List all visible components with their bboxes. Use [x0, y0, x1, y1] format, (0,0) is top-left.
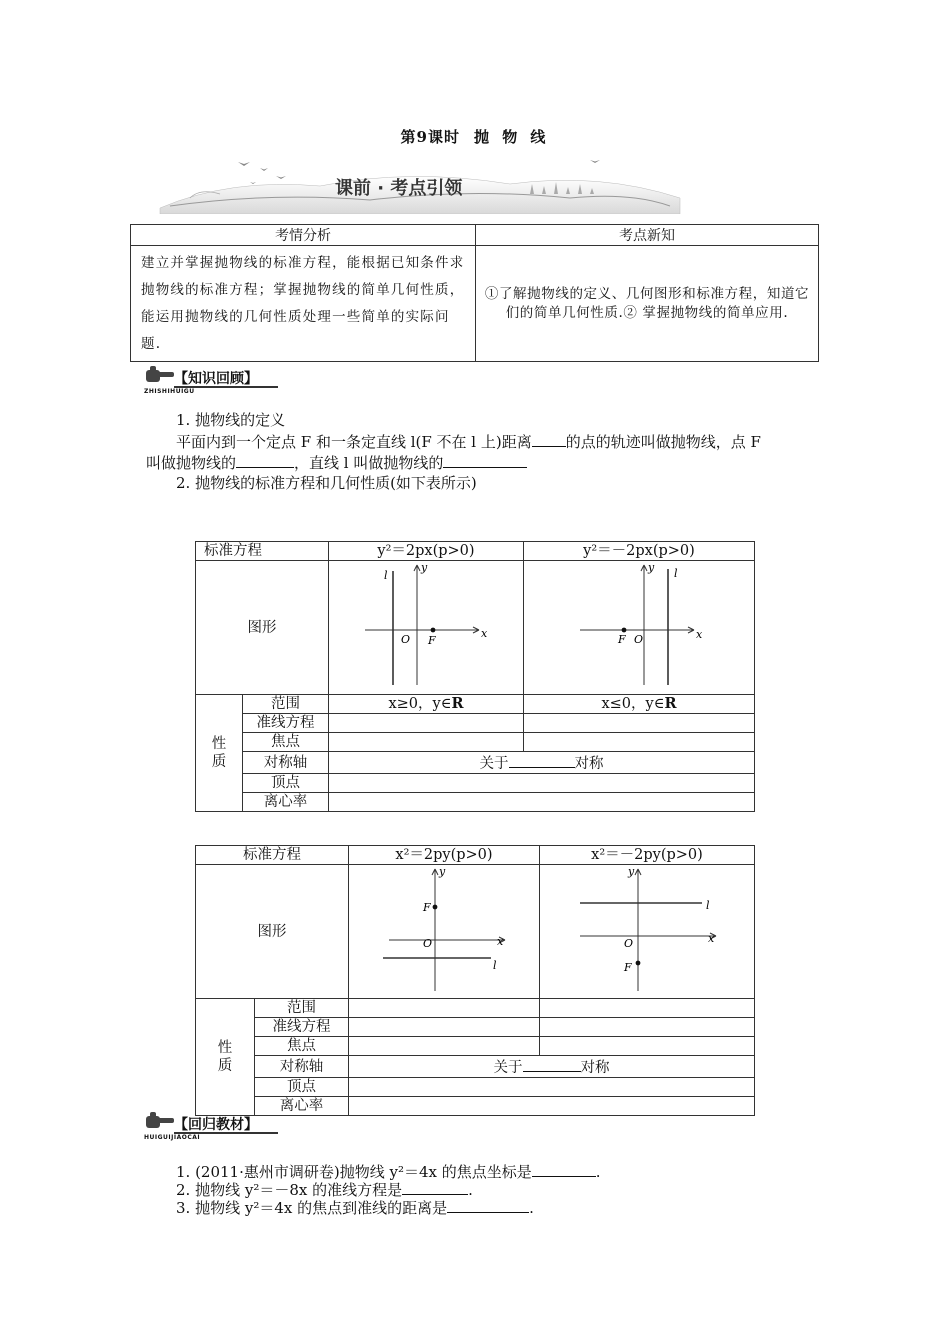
answer-blank-q2	[402, 1179, 468, 1195]
t2-eq1: x²＝2py(p>0)	[349, 846, 540, 865]
t2-figure-label: 图形	[196, 865, 349, 999]
answer-blank-focus	[236, 452, 294, 468]
section-underline	[174, 386, 278, 388]
origin-label: O	[423, 937, 433, 950]
graph-y2-2px	[329, 561, 523, 689]
knowledge-item1-line2	[146, 452, 527, 474]
overview-col2-text: ①了解抛物线的定义、几何图形和标准方程，知道它们的简单几何性质.② 掌握抛物线的简单应用.	[476, 246, 819, 362]
directrix-label: l	[493, 959, 497, 972]
section-textbook-label: 【回归教材】	[174, 1117, 258, 1133]
definition-text-b: 的点的轨迹叫做抛物线，点 F	[565, 433, 761, 451]
section-textbook-review	[144, 1110, 284, 1144]
t2-row-vertex: 顶点	[255, 1078, 349, 1097]
t2-header: 标准方程	[196, 846, 349, 865]
t1-row-axis: 对称轴	[243, 752, 329, 774]
overview-col1-header: 考情分析	[131, 225, 476, 246]
focus-label: F	[624, 961, 632, 974]
exercise-3-period: .	[529, 1199, 534, 1217]
t1-range-2	[524, 695, 755, 714]
t2-group-label-1: 性	[217, 1040, 233, 1056]
t2-eq2: x²＝－2py(p>0)	[540, 846, 755, 865]
section-knowledge-sub: ZHISHIHUIGU	[144, 388, 195, 395]
t2-axis-cell	[349, 1056, 755, 1078]
t1-cell-empty	[329, 774, 755, 793]
lesson-label: 第9课时	[400, 128, 460, 146]
answer-blank-distance	[532, 431, 566, 447]
section-underline	[174, 1132, 278, 1134]
section-knowledge-label: 【知识回顾】	[174, 371, 258, 387]
answer-blank-axis-2	[523, 1056, 581, 1072]
t2-group-label-2: 质	[217, 1058, 233, 1074]
t1-cell-empty	[329, 733, 524, 752]
t1-graph-left-opening	[524, 561, 755, 695]
answer-blank-directrix	[443, 452, 527, 468]
t1-properties-group	[196, 695, 243, 812]
t1-header: 标准方程	[196, 542, 329, 561]
t1-figure-label: 图形	[196, 561, 329, 695]
t1-cell-empty	[329, 714, 524, 733]
t2-cell-empty	[349, 1078, 755, 1097]
overview-table	[130, 224, 819, 362]
page-title	[0, 126, 950, 147]
graph-x2-neg2py	[540, 865, 754, 993]
t2-row-directrix: 准线方程	[255, 1018, 349, 1037]
knowledge-item1-line1	[176, 431, 761, 453]
t1-row-eccentricity: 离心率	[243, 793, 329, 812]
t1-graph-right-opening	[329, 561, 524, 695]
axis-y-label: y	[628, 865, 635, 878]
t1-eq1: y²＝2px(p>0)	[329, 542, 524, 561]
knowledge-item2-title: 2. 抛物线的标准方程和几何性质(如下表所示)	[176, 474, 477, 492]
focus-label: F	[428, 634, 436, 647]
t1-group-label-1: 性	[211, 736, 227, 752]
t1-axis-text-b: 对称	[574, 756, 604, 772]
t1-row-range: 范围	[243, 695, 329, 714]
section-knowledge-review	[144, 364, 284, 398]
overview-col1-text: 建立并掌握抛物线的标准方程，能根据已知条件求抛物线的标准方程；掌握抛物线的简单几何性质，能运用抛物线的几何性质处理一些简单的实际问题.	[131, 246, 476, 362]
t1-cell-empty	[524, 733, 755, 752]
origin-label: O	[401, 633, 411, 646]
pointing-hand-icon	[144, 1110, 176, 1134]
answer-blank-q1	[532, 1161, 596, 1177]
properties-table-1	[195, 541, 755, 812]
axis-x-label: x	[708, 932, 715, 945]
banner-graphic	[150, 148, 690, 214]
exercise-3	[176, 1197, 534, 1219]
t1-cell-empty	[524, 714, 755, 733]
directrix-label: l	[674, 567, 678, 580]
t1-eq2: y²＝－2px(p>0)	[524, 542, 755, 561]
t1-cell-empty	[329, 793, 755, 812]
t1-axis-cell	[329, 752, 755, 774]
answer-blank-axis-1	[509, 752, 575, 768]
t1-group-label-2: 质	[211, 754, 227, 770]
focus-label: F	[618, 633, 626, 646]
t2-graph-up-opening	[349, 865, 540, 999]
axis-x-label: x	[696, 628, 703, 641]
banner-label: 课前 · 考点引领	[335, 178, 463, 199]
t2-row-focus: 焦点	[255, 1037, 349, 1056]
t2-cell-empty	[349, 1097, 755, 1116]
t1-range-2-text: x≤0，y∈	[601, 696, 665, 712]
answer-blank-q3	[447, 1197, 529, 1213]
exercise-3-text: 3. 抛物线 y²＝4x 的焦点到准线的距离是	[176, 1199, 448, 1217]
t2-cell-empty	[540, 1037, 755, 1056]
topic-label: 抛 物 线	[473, 128, 550, 146]
t2-properties-group	[196, 999, 255, 1116]
t2-cell-empty	[540, 999, 755, 1018]
overview-col2-header: 考点新知	[476, 225, 819, 246]
t1-range-1-text: x≥0，y∈	[388, 696, 452, 712]
knowledge-item1-title: 1. 抛物线的定义	[176, 411, 286, 429]
definition-text-c: 叫做抛物线的	[146, 454, 237, 472]
section-textbook-sub: HUIGUIJIAOCAI	[144, 1134, 201, 1141]
exercise-2-period: .	[468, 1181, 473, 1199]
origin-label: O	[634, 633, 644, 646]
axis-y-label: y	[439, 865, 446, 878]
t2-row-eccentricity: 离心率	[255, 1097, 349, 1116]
t2-graph-down-opening	[540, 865, 755, 999]
origin-label: O	[624, 937, 634, 950]
properties-table-2	[195, 845, 755, 1116]
t2-row-axis: 对称轴	[255, 1056, 349, 1078]
t2-cell-empty	[349, 1037, 540, 1056]
t2-cell-empty	[540, 1018, 755, 1037]
t2-cell-empty	[349, 999, 540, 1018]
t1-row-vertex: 顶点	[243, 774, 329, 793]
banner	[150, 148, 690, 214]
t2-axis-text-b: 对称	[580, 1060, 610, 1076]
t1-range-2-set: R	[664, 695, 677, 712]
exercise-1-period: .	[595, 1163, 601, 1181]
pointing-hand-icon	[144, 364, 176, 388]
t1-axis-text-a: 关于	[479, 756, 509, 772]
directrix-label: l	[706, 899, 710, 912]
focus-label: F	[423, 901, 431, 914]
axis-y-label: y	[648, 561, 655, 574]
t2-axis-text-a: 关于	[493, 1060, 523, 1076]
graph-x2-2py	[349, 865, 539, 993]
definition-text-d: ，直线 l 叫做抛物线的	[294, 454, 444, 472]
t2-row-range: 范围	[255, 999, 349, 1018]
exercise-1-text: 1. (2011·惠州市调研卷)抛物线 y²＝4x 的焦点坐标是	[176, 1163, 532, 1181]
axis-y-label: y	[421, 561, 428, 574]
axis-x-label: x	[497, 935, 504, 948]
t1-row-directrix: 准线方程	[243, 714, 329, 733]
exercise-2-text: 2. 抛物线 y²＝－8x 的准线方程是	[176, 1181, 403, 1199]
t1-row-focus: 焦点	[243, 733, 329, 752]
t2-cell-empty	[349, 1018, 540, 1037]
definition-text-a: 平面内到一个定点 F 和一条定直线 l(F 不在 l 上)距离	[176, 433, 532, 451]
graph-y2-neg2px	[524, 561, 754, 689]
axis-x-label: x	[481, 627, 488, 640]
t1-range-1	[329, 695, 524, 714]
directrix-label: l	[384, 569, 388, 582]
t1-range-1-set: R	[451, 695, 464, 712]
